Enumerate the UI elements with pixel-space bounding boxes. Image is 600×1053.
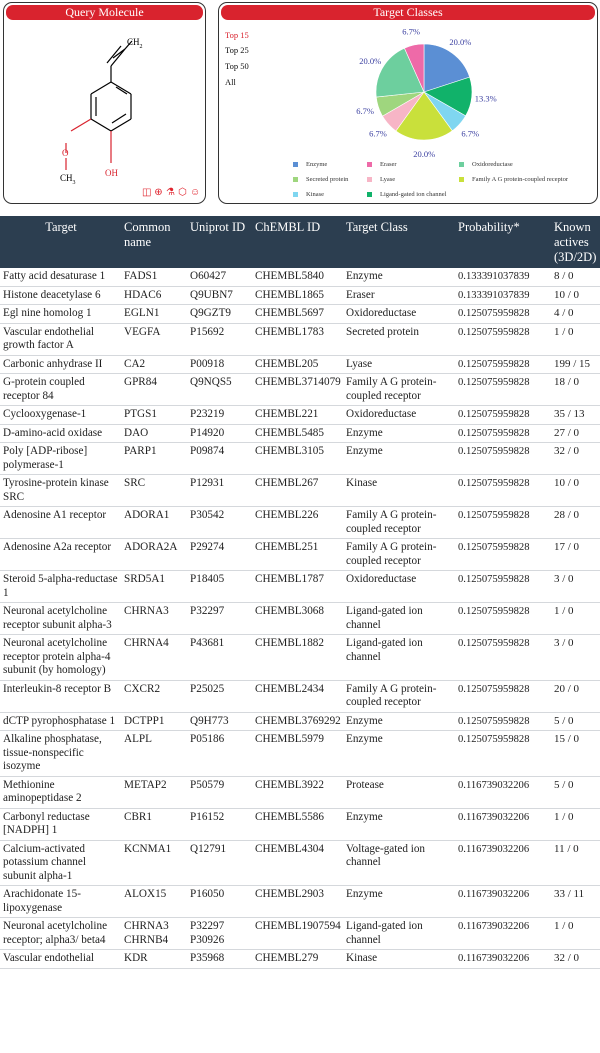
table-row (0, 712, 600, 731)
target-cell[interactable]: Steroid 5-alpha-reductase 1 (0, 571, 121, 603)
chembl-id-cell[interactable]: CHEMBL5586 (252, 808, 343, 840)
table-row (0, 886, 600, 918)
probability-cell: 0.125075959828 (455, 406, 551, 425)
legend-item (459, 161, 513, 168)
common-name-cell: VEGFA (121, 323, 187, 355)
target-cell[interactable]: Neuronal acetylcholine receptor; alpha3/ beta4 (0, 918, 121, 950)
query-molecule-title: Query Molecule (6, 5, 203, 20)
pie-slice-label: 20.0% (413, 148, 436, 159)
chembl-id-cell[interactable]: CHEMBL3922 (252, 776, 343, 808)
uniprot-id-cell[interactable]: Q9UBN7 (187, 286, 252, 305)
table-row (0, 840, 600, 886)
target-class-cell: Family A G protein-coupled receptor (343, 680, 455, 712)
known-actives-cell: 10 / 0 (551, 286, 600, 305)
target-cell[interactable]: Neuronal acetylcholine receptor subunit alpha-3 (0, 603, 121, 635)
common-name-cell: GPR84 (121, 374, 187, 406)
target-cell[interactable]: Adenosine A2a receptor (0, 539, 121, 571)
uniprot-id-cell[interactable]: Q12791 (187, 840, 252, 886)
table-row (0, 950, 600, 969)
chembl-id-cell[interactable]: CHEMBL5697 (252, 305, 343, 324)
chembl-id-cell[interactable]: CHEMBL3068 (252, 603, 343, 635)
target-class-pie-chart (219, 3, 599, 163)
target-class-cell: Oxidoreductase (343, 406, 455, 425)
legend-swatch (367, 162, 372, 167)
legend-label: Kinase (306, 191, 325, 198)
target-class-cell: Enzyme (343, 731, 455, 777)
legend-item (293, 191, 324, 198)
target-icon[interactable]: ⊕ (154, 187, 164, 198)
common-name-cell: SRD5A1 (121, 571, 187, 603)
legend-label: Lyase (380, 176, 396, 183)
uniprot-id-cell[interactable]: P25025 (187, 680, 252, 712)
common-name-cell: ALOX15 (121, 886, 187, 918)
known-actives-cell: 28 / 0 (551, 507, 600, 539)
uniprot-id-cell[interactable]: P29274 (187, 539, 252, 571)
probability-cell: 0.116739032206 (455, 808, 551, 840)
table-row (0, 507, 600, 539)
probability-cell: 0.125075959828 (455, 680, 551, 712)
probability-cell: 0.125075959828 (455, 539, 551, 571)
target-class-cell: Family A G protein-coupled receptor (343, 507, 455, 539)
column-header-chembl-id[interactable]: ChEMBL ID (252, 216, 343, 268)
probability-cell: 0.125075959828 (455, 571, 551, 603)
known-actives-cell: 4 / 0 (551, 305, 600, 324)
target-class-cell: Protease (343, 776, 455, 808)
table-row (0, 443, 600, 475)
common-name-cell: CHRNA4 (121, 635, 187, 681)
target-cell[interactable]: D-amino-acid oxidase (0, 424, 121, 443)
target-class-cell: Enzyme (343, 808, 455, 840)
probability-cell: 0.125075959828 (455, 475, 551, 507)
uniprot-id-cell[interactable]: P50579 (187, 776, 252, 808)
known-actives-cell: 27 / 0 (551, 424, 600, 443)
target-cell[interactable]: Histone deacetylase 6 (0, 286, 121, 305)
common-name-cell: CHRNA3 CHRNB4 (121, 918, 187, 950)
table-row (0, 286, 600, 305)
chembl-id-cell[interactable]: CHEMBL3769292 (252, 712, 343, 731)
chembl-id-cell[interactable]: CHEMBL1882 (252, 635, 343, 681)
target-class-cell: Lyase (343, 355, 455, 374)
pie-slice-label: 6.7% (356, 106, 374, 117)
legend-item (367, 176, 395, 183)
probability-cell: 0.125075959828 (455, 355, 551, 374)
target-cell[interactable]: Poly [ADP-ribose] polymerase-1 (0, 443, 121, 475)
pie-slice-label: 20.0% (359, 56, 382, 67)
hexagon-icon[interactable]: ⬡ (178, 187, 188, 198)
known-actives-cell: 3 / 0 (551, 635, 600, 681)
common-name-cell: ALPL (121, 731, 187, 777)
chembl-id-cell[interactable]: CHEMBL279 (252, 950, 343, 969)
probability-cell: 0.125075959828 (455, 603, 551, 635)
target-cell[interactable]: Egl nine homolog 1 (0, 305, 121, 324)
table-row (0, 808, 600, 840)
chembl-id-cell[interactable]: CHEMBL267 (252, 475, 343, 507)
uniprot-id-cell[interactable]: P23219 (187, 406, 252, 425)
common-name-cell: KCNMA1 (121, 840, 187, 886)
known-actives-cell: 33 / 11 (551, 886, 600, 918)
table-row (0, 571, 600, 603)
table-row (0, 539, 600, 571)
chembl-id-cell[interactable]: CHEMBL221 (252, 406, 343, 425)
known-actives-cell: 3 / 0 (551, 571, 600, 603)
target-cell[interactable]: dCTP pyrophosphatase 1 (0, 712, 121, 731)
table-row (0, 731, 600, 777)
probability-cell: 0.125075959828 (455, 712, 551, 731)
chembl-id-cell[interactable]: CHEMBL1865 (252, 286, 343, 305)
toilet-icon[interactable]: ◫ (142, 187, 153, 198)
uniprot-id-cell[interactable]: P32297 P30926 (187, 918, 252, 950)
pie-slice-label: 13.3% (474, 93, 497, 104)
target-cell[interactable]: Vascular endothelial growth factor A (0, 323, 121, 355)
target-class-cell: Voltage-gated ion channel (343, 840, 455, 886)
chembl-id-cell[interactable]: CHEMBL1907594 (252, 918, 343, 950)
common-name-cell: KDR (121, 950, 187, 969)
common-name-cell: METAP2 (121, 776, 187, 808)
target-prediction-table (0, 216, 600, 969)
molecule-structure (4, 3, 207, 205)
target-cell[interactable]: Vascular endothelial (0, 950, 121, 969)
table-row (0, 323, 600, 355)
common-name-cell: HDAC6 (121, 286, 187, 305)
known-actives-cell: 1 / 0 (551, 323, 600, 355)
chembl-id-cell[interactable]: CHEMBL3105 (252, 443, 343, 475)
common-name-cell: CHRNA3 (121, 603, 187, 635)
table-row (0, 776, 600, 808)
known-actives-cell: 15 / 0 (551, 731, 600, 777)
known-actives-cell: 10 / 0 (551, 475, 600, 507)
smiley-icon[interactable]: ☺ (190, 187, 202, 198)
legend-item (293, 161, 327, 168)
target-cell[interactable]: Carbonyl reductase [NADPH] 1 (0, 808, 121, 840)
table-row (0, 305, 600, 324)
flask-icon[interactable]: ⚗ (166, 187, 176, 198)
pie-slice-label: 20.0% (449, 36, 472, 47)
target-cell[interactable]: Tyrosine-protein kinase SRC (0, 475, 121, 507)
uniprot-id-cell[interactable]: P14920 (187, 424, 252, 443)
table-row (0, 406, 600, 425)
probability-cell: 0.125075959828 (455, 507, 551, 539)
probability-cell: 0.125075959828 (455, 305, 551, 324)
uniprot-id-cell[interactable]: P16152 (187, 808, 252, 840)
pie-slice-label: 6.7% (369, 128, 387, 139)
target-cell[interactable]: Neuronal acetylcholine receptor protein alpha-4 subunit (by homology) (0, 635, 121, 681)
known-actives-cell: 32 / 0 (551, 443, 600, 475)
legend-item (459, 176, 579, 183)
known-actives-cell: 35 / 13 (551, 406, 600, 425)
table-row (0, 603, 600, 635)
query-molecule-panel (3, 2, 206, 204)
top-25-option[interactable]: Top 25 (225, 45, 249, 55)
uniprot-id-cell[interactable]: P05186 (187, 731, 252, 777)
column-header-common-name[interactable]: Common name (121, 216, 187, 268)
target-class-cell: Enzyme (343, 886, 455, 918)
known-actives-cell: 199 / 15 (551, 355, 600, 374)
uniprot-id-cell[interactable]: Q9NQS5 (187, 374, 252, 406)
common-name-cell: DAO (121, 424, 187, 443)
chembl-id-cell[interactable]: CHEMBL2903 (252, 886, 343, 918)
uniprot-id-cell[interactable]: P16050 (187, 886, 252, 918)
table-row (0, 475, 600, 507)
top-50-option[interactable]: Top 50 (225, 61, 249, 71)
target-cell[interactable]: Arachidonate 15-lipoxygenase (0, 886, 121, 918)
table-row (0, 268, 600, 286)
legend-item (367, 191, 446, 198)
legend-label: Secreted protein (306, 176, 349, 183)
chembl-id-cell[interactable]: CHEMBL226 (252, 507, 343, 539)
common-name-cell: PARP1 (121, 443, 187, 475)
chembl-id-cell[interactable]: CHEMBL1787 (252, 571, 343, 603)
target-class-cell: Enzyme (343, 712, 455, 731)
target-cell[interactable]: G-protein coupled receptor 84 (0, 374, 121, 406)
chembl-id-cell[interactable]: CHEMBL1783 (252, 323, 343, 355)
target-class-cell: Eraser (343, 286, 455, 305)
target-classes-title: Target Classes (221, 5, 595, 20)
chembl-id-cell[interactable]: CHEMBL5840 (252, 268, 343, 286)
table-row (0, 355, 600, 374)
known-actives-cell: 17 / 0 (551, 539, 600, 571)
common-name-cell: FADS1 (121, 268, 187, 286)
chembl-id-cell[interactable]: CHEMBL5979 (252, 731, 343, 777)
uniprot-id-cell[interactable]: P00918 (187, 355, 252, 374)
chembl-id-cell[interactable]: CHEMBL251 (252, 539, 343, 571)
column-header-probability[interactable]: Probability* (455, 216, 551, 268)
table-row (0, 424, 600, 443)
probability-cell: 0.125075959828 (455, 374, 551, 406)
target-cell[interactable]: Carbonic anhydrase II (0, 355, 121, 374)
table-row (0, 374, 600, 406)
probability-cell: 0.116739032206 (455, 840, 551, 886)
legend-label: Oxidoreductase (472, 161, 513, 168)
uniprot-id-cell[interactable]: P30542 (187, 507, 252, 539)
all-option[interactable]: All (225, 77, 236, 87)
column-header-target[interactable]: Target (0, 216, 121, 268)
probability-cell: 0.116739032206 (455, 776, 551, 808)
common-name-cell: SRC (121, 475, 187, 507)
uniprot-id-cell[interactable]: Q9GZT9 (187, 305, 252, 324)
top-15-option[interactable]: Top 15 (225, 30, 249, 40)
probability-cell: 0.125075959828 (455, 731, 551, 777)
uniprot-id-cell[interactable]: P15692 (187, 323, 252, 355)
pie-slice-label: 6.7% (402, 26, 420, 37)
target-class-cell: Enzyme (343, 443, 455, 475)
target-cell[interactable]: Adenosine A1 receptor (0, 507, 121, 539)
probability-cell: 0.125075959828 (455, 424, 551, 443)
common-name-cell: EGLN1 (121, 305, 187, 324)
common-name-cell: ADORA1 (121, 507, 187, 539)
legend-item (367, 161, 397, 168)
table-row (0, 635, 600, 681)
legend-label: Enzyme (306, 161, 328, 168)
table-row (0, 680, 600, 712)
legend-swatch (293, 177, 298, 182)
target-cell[interactable]: Alkaline phosphatase, tissue-nonspecific isozyme (0, 731, 121, 777)
probability-cell: 0.125075959828 (455, 323, 551, 355)
chembl-id-cell[interactable]: CHEMBL3714079 (252, 374, 343, 406)
known-actives-cell: 1 / 0 (551, 808, 600, 840)
column-header-target-class[interactable]: Target Class (343, 216, 455, 268)
common-name-cell: CXCR2 (121, 680, 187, 712)
probability-cell: 0.125075959828 (455, 635, 551, 681)
target-class-cell: Ligand-gated ion channel (343, 918, 455, 950)
known-actives-cell: 20 / 0 (551, 680, 600, 712)
common-name-cell: CA2 (121, 355, 187, 374)
target-class-cell: Family A G protein-coupled receptor (343, 374, 455, 406)
chembl-id-cell[interactable]: CHEMBL205 (252, 355, 343, 374)
target-classes-panel (218, 2, 598, 204)
known-actives-cell: 11 / 0 (551, 840, 600, 886)
target-class-cell: Ligand-gated ion channel (343, 635, 455, 681)
atom-ch3: $CH_3$ (60, 173, 76, 186)
known-actives-cell: 1 / 0 (551, 603, 600, 635)
legend-swatch (293, 162, 298, 167)
target-cell[interactable]: Calcium-activated potassium channel subunit alpha-1 (0, 840, 121, 886)
legend-swatch (367, 177, 372, 182)
legend-swatch (293, 192, 298, 197)
uniprot-id-cell[interactable]: P35968 (187, 950, 252, 969)
uniprot-id-cell[interactable]: Q9H773 (187, 712, 252, 731)
uniprot-id-cell[interactable]: P43681 (187, 635, 252, 681)
uniprot-id-cell[interactable]: O60427 (187, 268, 252, 286)
common-name-cell: CBR1 (121, 808, 187, 840)
legend-swatch (367, 192, 372, 197)
chembl-id-cell[interactable]: CHEMBL4304 (252, 840, 343, 886)
column-header-known-actives[interactable]: Known actives (3D/2D) (551, 216, 600, 268)
target-cell[interactable]: Interleukin-8 receptor B (0, 680, 121, 712)
uniprot-id-cell[interactable]: P12931 (187, 475, 252, 507)
target-cell[interactable]: Fatty acid desaturase 1 (0, 268, 121, 286)
known-actives-cell: 1 / 0 (551, 918, 600, 950)
probability-cell: 0.125075959828 (455, 443, 551, 475)
known-actives-cell: 32 / 0 (551, 950, 600, 969)
probability-cell: 0.116739032206 (455, 950, 551, 969)
target-class-cell: Family A G protein-coupled receptor (343, 539, 455, 571)
common-name-cell: DCTPP1 (121, 712, 187, 731)
known-actives-cell: 5 / 0 (551, 712, 600, 731)
legend-item (293, 176, 348, 183)
column-header-uniprot-id[interactable]: Uniprot ID (187, 216, 252, 268)
pie-slice-label: 6.7% (461, 128, 480, 139)
legend-swatch (459, 162, 464, 167)
uniprot-id-cell[interactable]: P32297 (187, 603, 252, 635)
molecule-tool-icons (142, 187, 200, 198)
atom-oh: OH (105, 168, 118, 178)
legend-label: Ligand-gated ion channel (380, 191, 447, 198)
common-name-cell: ADORA2A (121, 539, 187, 571)
probability-cell: 0.116739032206 (455, 886, 551, 918)
uniprot-id-cell[interactable]: P09874 (187, 443, 252, 475)
chembl-id-cell[interactable]: CHEMBL5485 (252, 424, 343, 443)
target-cell[interactable]: Methionine aminopeptidase 2 (0, 776, 121, 808)
legend-swatch (459, 177, 464, 182)
uniprot-id-cell[interactable]: P18405 (187, 571, 252, 603)
probability-cell: 0.133391037839 (455, 286, 551, 305)
legend-label: Family A G protein-coupled receptor (472, 176, 569, 183)
table-header-row (0, 216, 600, 268)
atom-o: O (62, 148, 69, 158)
target-class-cell: Oxidoreductase (343, 571, 455, 603)
chembl-id-cell[interactable]: CHEMBL2434 (252, 680, 343, 712)
target-class-cell: Kinase (343, 475, 455, 507)
target-class-cell: Ligand-gated ion channel (343, 603, 455, 635)
target-cell[interactable]: Cyclooxygenase-1 (0, 406, 121, 425)
probability-cell: 0.133391037839 (455, 268, 551, 286)
known-actives-cell: 5 / 0 (551, 776, 600, 808)
probability-cell: 0.116739032206 (455, 918, 551, 950)
common-name-cell: PTGS1 (121, 406, 187, 425)
target-class-cell: Oxidoreductase (343, 305, 455, 324)
target-class-cell: Secreted protein (343, 323, 455, 355)
target-class-cell: Enzyme (343, 268, 455, 286)
table-row (0, 918, 600, 950)
legend-label: Eraser (380, 161, 397, 168)
target-class-cell: Kinase (343, 950, 455, 969)
known-actives-cell: 8 / 0 (551, 268, 600, 286)
known-actives-cell: 18 / 0 (551, 374, 600, 406)
atom-ch2: $CH_2$ (127, 37, 143, 50)
target-class-cell: Enzyme (343, 424, 455, 443)
